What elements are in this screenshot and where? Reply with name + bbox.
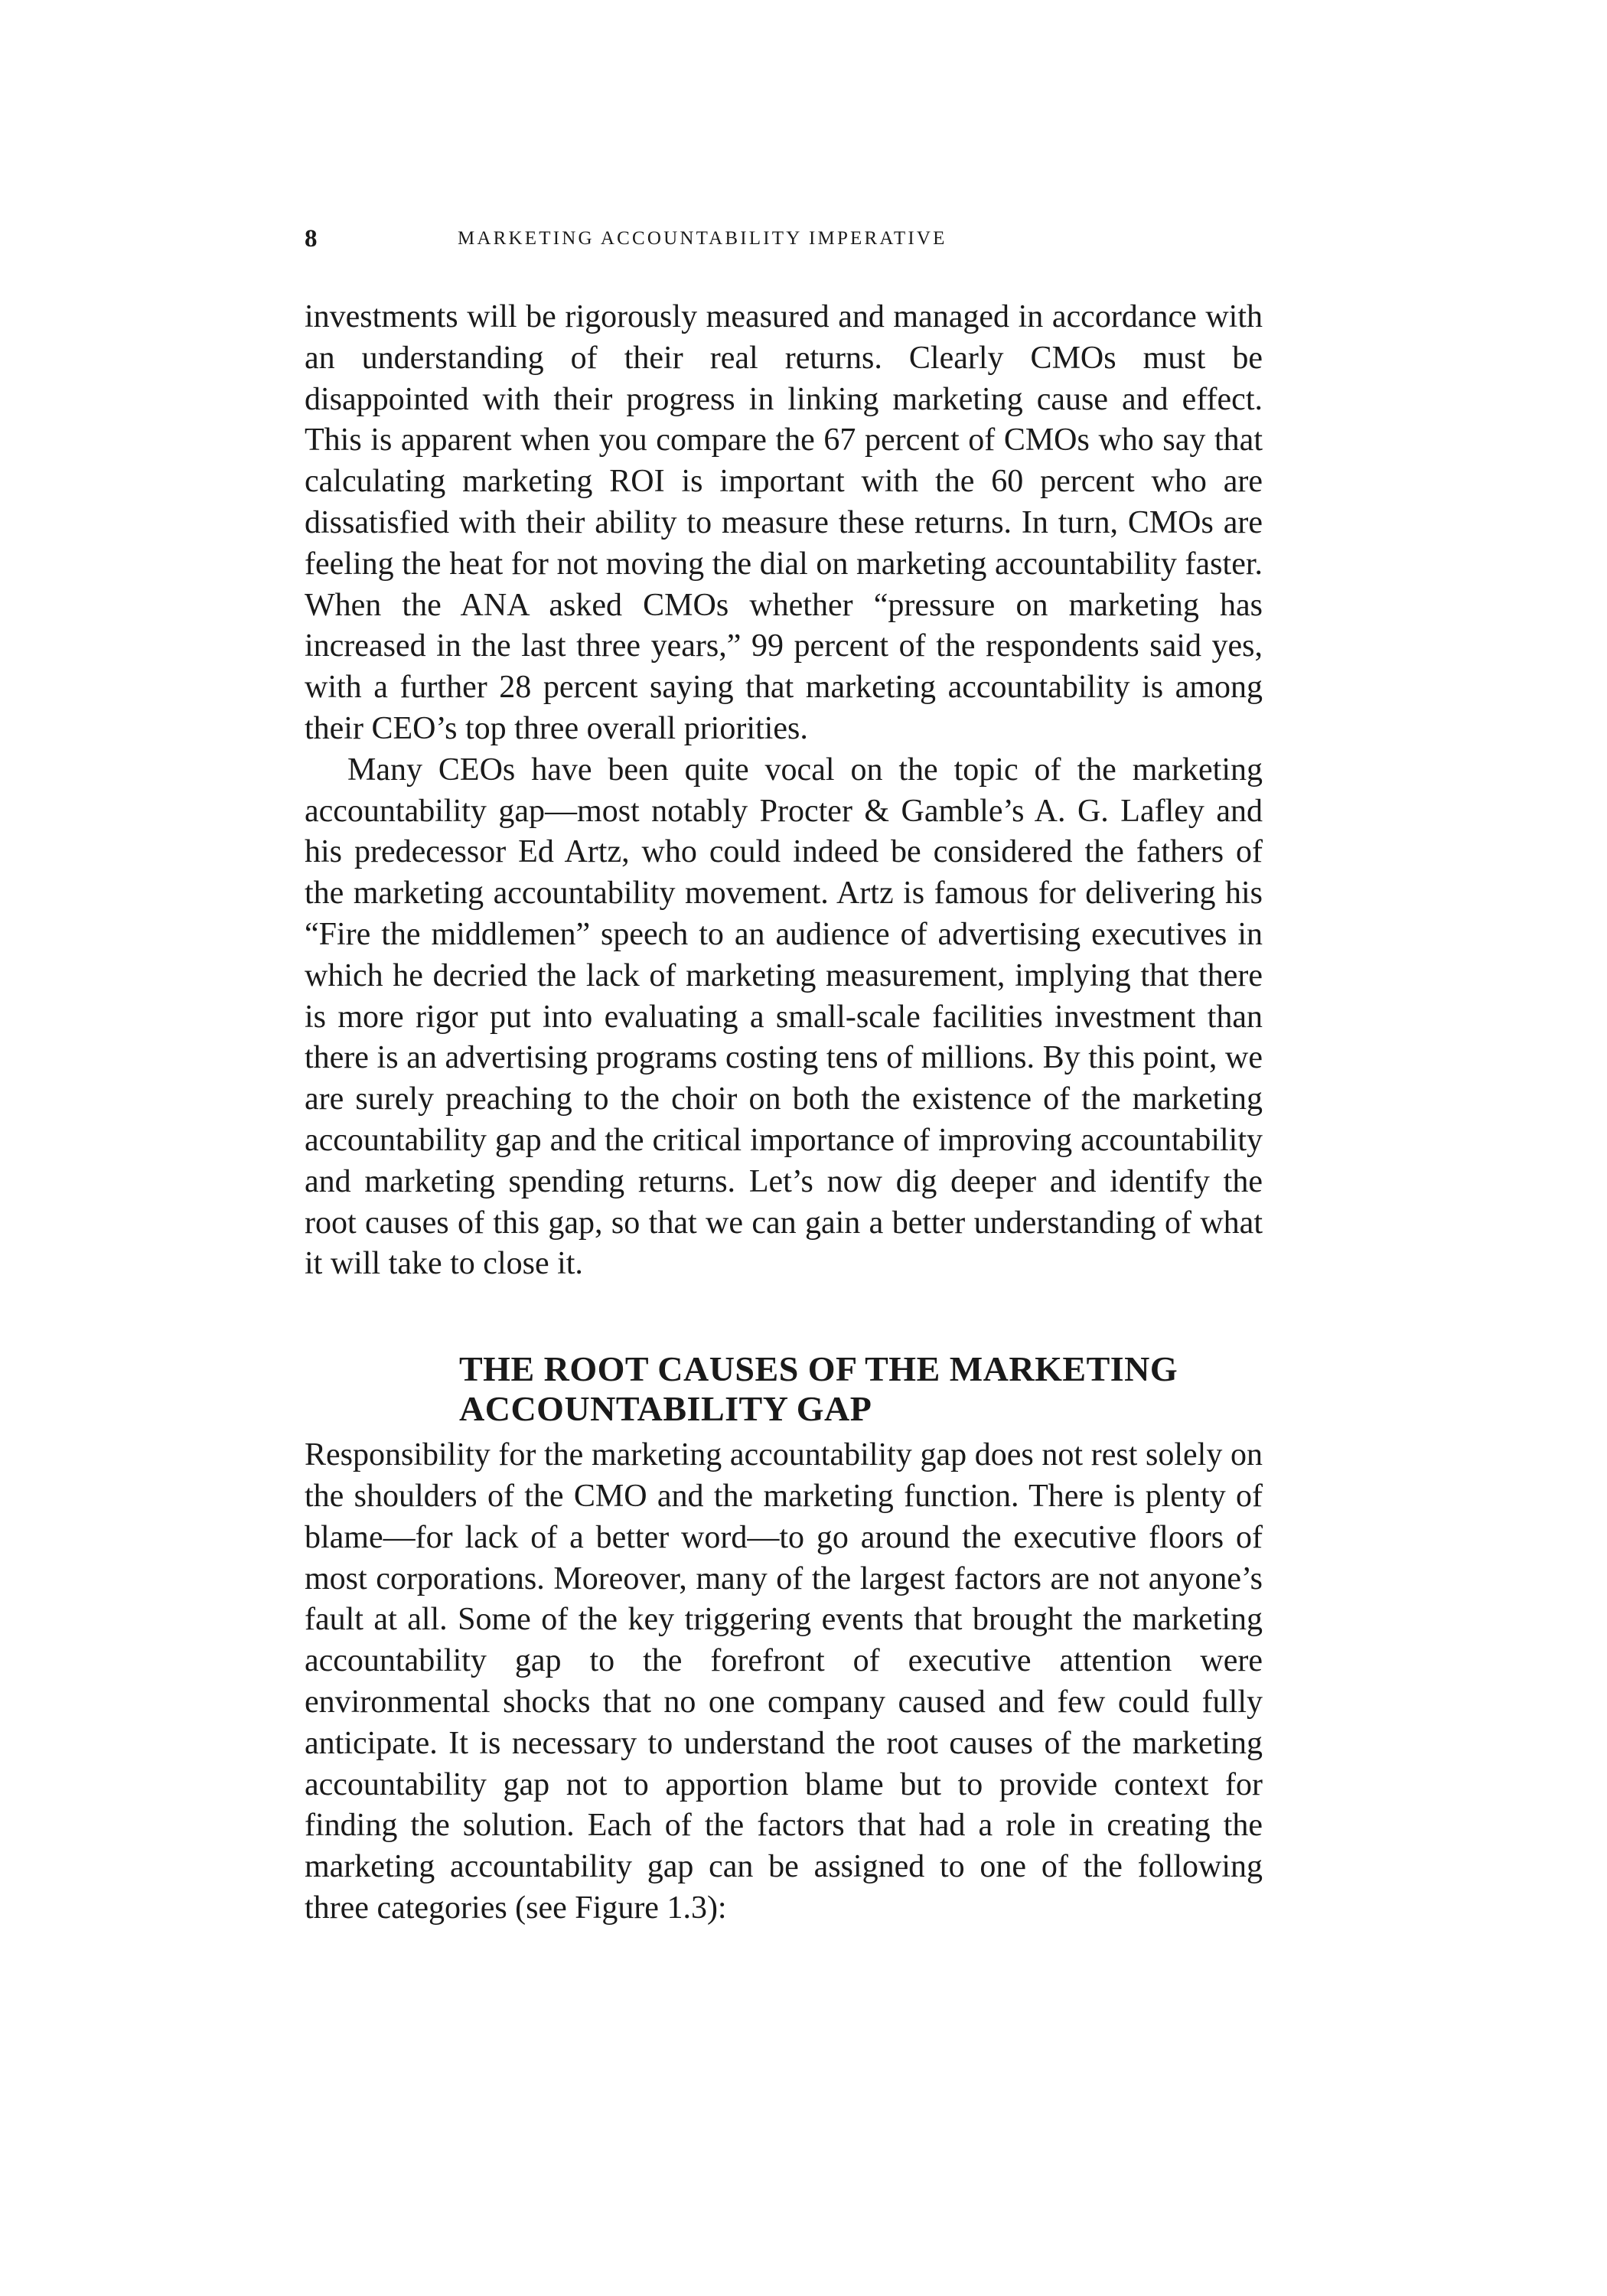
paragraph-1: investments will be rigorously measured and managed in accordance with an understanding of their real returns. Clearly CMOs must be disappointed with their progress in linking marketing cause and effect. This is apparent when you compare the 67 percent of CMOs who say that calculating marketing ROI is important with the 60 percent who are dissatisfied with their ability to measure these returns. In turn, CMOs are feeling the heat for not moving the dial on marketing accountability faster. When the ANA asked CMOs whether “pressure on marketing has increased in the last three years,” 99 percent of the respondents said yes, with a further 28 percent saying that marketing accountability is among their CEO’s top three overall priorities. (305, 299, 1263, 746)
section-heading-line-2: ACCOUNTABILITY GAP (459, 1389, 872, 1429)
paragraph-2: Many CEOs have been quite vocal on the topic of the marketing accountability gap—most notably Procter & Gamble’s A. G. Lafley and his predecessor Ed Artz, who could indeed be considered the fathers of the marketing accountability movement. Artz is famous for delivering his “Fire the middlemen” speech to an audience of advertising executives in which he decried the lack of marketing measurement, implying that there is more rigor put into evaluating a small-scale facilities investment than there is an advertising programs costing tens of millions. By this point, we are surely preaching to the choir on both the existence of the marketing accountability gap and the critical importance of improving accountability and marketing spending returns. Let’s now dig deeper and identify the root causes of this gap, so that we can gain a better understanding of what it will take to close it. (305, 752, 1263, 1282)
body-text (305, 297, 1263, 1929)
running-head: MARKETING ACCOUNTABILITY IMPERATIVE (458, 228, 947, 249)
page-number: 8 (305, 225, 318, 253)
section-paragraph: Responsibility for the marketing accountability gap does not rest solely on the shoulders of the CMO and the marketing function. There is plenty of blame—for lack of a better word—to go around the executive floors of most corporations. Moreover, many of the largest factors are not anyone’s fault at all. Some of the key triggering events that brought the marketing accountability gap to the forefront of executive attention were environmental shocks that no one company caused and few could fully anticipate. It is necessary to understand the root causes of the marketing accountability gap not to apportion blame but to provide context for finding the solution. Each of the factors that had a role in creating the marketing accountability gap can be assigned to one of the following three categories (see Figure 1.3): (305, 1437, 1263, 1926)
page-header (305, 223, 1263, 254)
section-heading-line-1: THE ROOT CAUSES OF THE MARKETING (459, 1349, 1178, 1389)
section-heading (459, 1349, 1263, 1429)
